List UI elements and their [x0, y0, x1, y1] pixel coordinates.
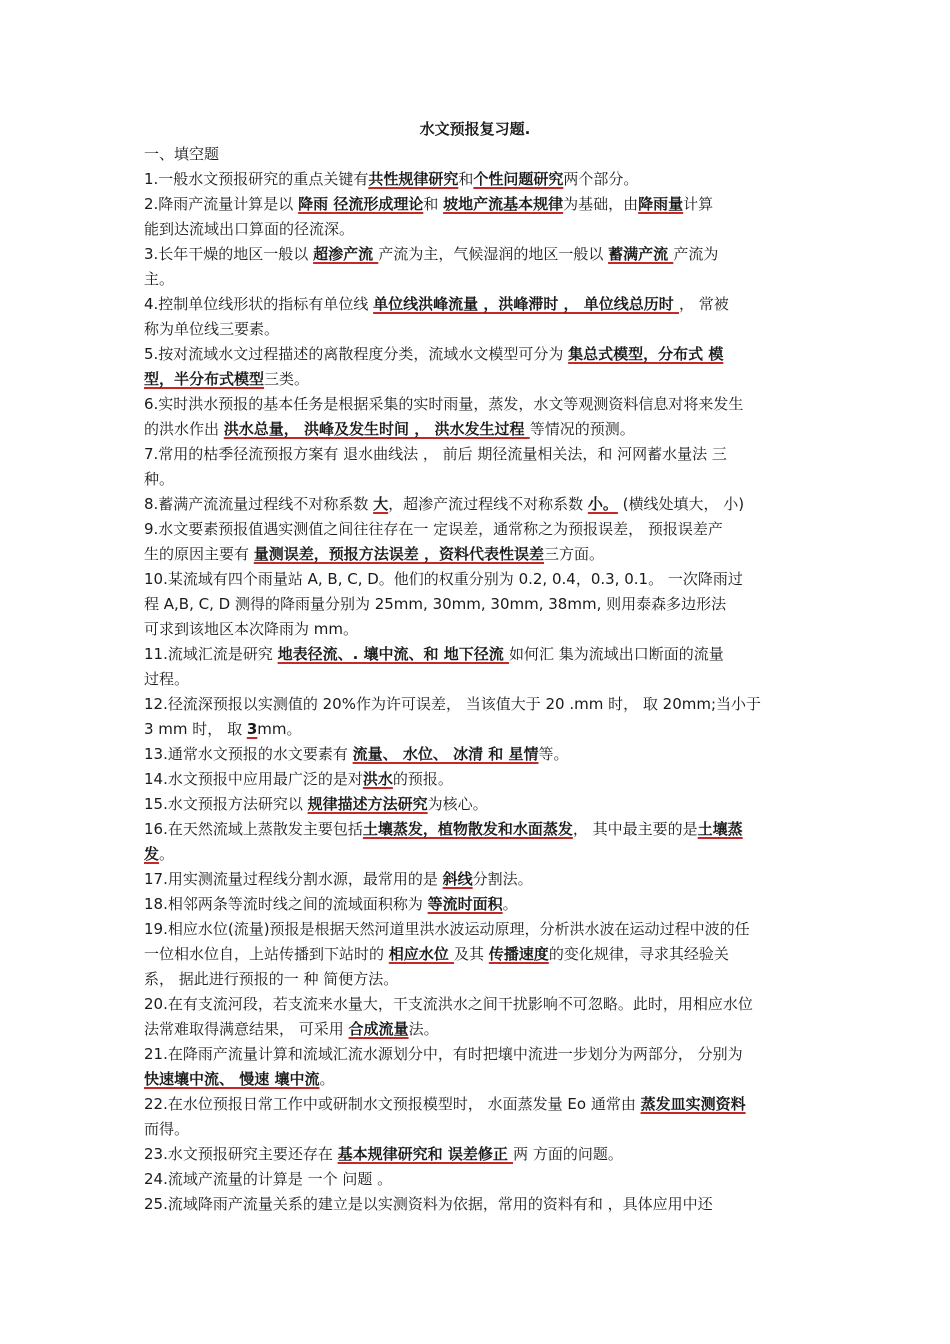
question-text: 为核心。	[427, 795, 488, 813]
question-text: 。	[319, 1070, 335, 1088]
text-line	[144, 367, 808, 392]
answer-text: 土壤蒸	[697, 820, 743, 838]
text-line	[144, 492, 808, 517]
question-text: 分割法。	[472, 870, 533, 888]
question-text: 12.径流深预报以实测值的 20%作为许可误差， 当该值大于 20 .mm 时， 取 20mm;当小于	[144, 695, 762, 713]
document-body	[144, 142, 808, 1217]
answer-text: 个性问题研究	[473, 170, 564, 188]
answer-text: 快速壤中流、 慢速 壤中流	[144, 1070, 320, 1088]
text-line	[144, 1142, 808, 1167]
question-text: 过程。	[144, 670, 190, 688]
text-line	[144, 742, 808, 767]
answer-text: 降雨量	[638, 195, 684, 213]
question-text: 20.在有支流河段，若支流来水量大，干支流洪水之间干扰影响不可忽略。此时，用相应水位	[144, 995, 753, 1013]
text-line	[144, 942, 808, 967]
text-line	[144, 417, 808, 442]
answer-text: 超渗产流	[313, 245, 379, 263]
question-text: 14.水文预报中应用最广泛的是对	[144, 770, 363, 788]
text-line	[144, 717, 808, 742]
question-text: 3.长年干燥的地区一般以	[144, 245, 314, 263]
question-text: 一、填空题	[144, 145, 220, 163]
text-line	[144, 1192, 808, 1217]
text-line	[144, 267, 808, 292]
question-text: 生的原因主要有	[144, 545, 254, 563]
text-line	[144, 167, 808, 192]
answer-text: 基本规律研究和 误差修正	[337, 1145, 514, 1163]
question-text: 24.流域产流量的计算是 一个 问题 。	[144, 1170, 393, 1188]
answer-text: 小。	[587, 495, 618, 513]
text-line	[144, 317, 808, 342]
question-text: 19.相应水位(流量)预报是根据天然河道里洪水波运动原理，分析洪水波在运动过程中波的任	[144, 920, 750, 938]
text-line	[144, 617, 808, 642]
question-text: 16.在天然流域上蒸散发主要包括	[144, 820, 363, 838]
text-line	[144, 867, 808, 892]
question-text: 。	[159, 845, 175, 863]
text-line	[144, 767, 808, 792]
question-text: 产流为主，气候湿润的地区一般以	[378, 245, 609, 263]
question-text: 一位相水位自，上站传播到下站时的	[144, 945, 389, 963]
answer-text: 降雨 径流形成理论	[298, 195, 424, 213]
question-text: 8.蓄满产流流量过程线不对称系数	[144, 495, 374, 513]
question-text: 及其	[454, 945, 489, 963]
question-text: 。	[502, 895, 518, 913]
text-line	[144, 1167, 808, 1192]
text-line	[144, 217, 808, 242]
text-line	[144, 892, 808, 917]
question-text: 等情况的预测。	[529, 420, 635, 438]
question-text: 可求到该地区本次降雨为 mm。	[144, 620, 358, 638]
question-text: mm。	[257, 720, 302, 738]
answer-text: 洪水总量， 洪峰及发生时间 ， 洪水发生过程	[223, 420, 530, 438]
answer-text: 蓄满产流	[608, 245, 674, 263]
document-title: 水文预报复习题.	[419, 120, 531, 138]
question-text: 25.流域降雨产流量关系的建立是以实测资料为依据，常用的资料有和 ，具体应用中还	[144, 1195, 713, 1213]
text-line	[144, 992, 808, 1017]
text-line	[144, 667, 808, 692]
question-text: 和	[458, 170, 474, 188]
answer-text: 坡地产流基本规律	[443, 195, 564, 213]
question-text: 7.常用的枯季径流预报方案有 退水曲线法 ， 前后 期径流量相关法，和 河网蓄水量法 三	[144, 445, 727, 463]
question-text: 法。	[408, 1020, 439, 1038]
question-text: 18.相邻两条等流时线之间的流域面积称为	[144, 895, 428, 913]
question-text: 6.实时洪水预报的基本任务是根据采集的实时雨量，蒸发，水文等观测资料信息对将来发生	[144, 395, 744, 413]
text-line	[144, 692, 808, 717]
text-line	[144, 192, 808, 217]
answer-text: 地表径流、. 壤中流、和 地下径流	[277, 645, 509, 663]
question-text: 法常难取得满意结果， 可采用	[144, 1020, 349, 1038]
question-text: 如何汇 集为流域出口断面的流量	[509, 645, 724, 663]
text-line	[144, 967, 808, 992]
answer-text: 大	[373, 495, 389, 513]
text-line	[144, 1067, 808, 1092]
question-text: 11.流域汇流是研究	[144, 645, 278, 663]
text-line	[144, 917, 808, 942]
question-text: 三类。	[264, 370, 310, 388]
question-text: 1.一般水文预报研究的重点关键有	[144, 170, 369, 188]
text-line	[144, 642, 808, 667]
answer-text: 合成流量	[348, 1020, 409, 1038]
answer-text: 土壤蒸发，植物散发和水面蒸发	[362, 820, 573, 838]
question-text: 系， 据此进行预报的一 种 简便方法。	[144, 970, 399, 988]
question-text: 等。	[538, 745, 569, 763]
question-text: 两个部分。	[563, 170, 639, 188]
question-text: ，超渗产流过程线不对称系数	[388, 495, 588, 513]
answer-text: 流量、 水位、 冰清 和 星情	[352, 745, 539, 763]
answer-text: 蒸发皿实测资料	[640, 1095, 746, 1113]
text-line	[144, 392, 808, 417]
question-text: 的洪水作出	[144, 420, 224, 438]
answer-text: 等流时面积	[427, 895, 503, 913]
answer-text: 洪水	[362, 770, 393, 788]
question-text: 程 A,B, C, D 测得的降雨量分别为 25mm, 30mm, 30mm, 38mm, 则用泰森多边形法	[144, 595, 727, 613]
answer-text: 发	[144, 845, 160, 863]
text-line	[144, 1017, 808, 1042]
text-line	[144, 242, 808, 267]
question-text: 的变化规律，寻求其经验关	[548, 945, 729, 963]
question-text: 和	[423, 195, 444, 213]
question-text: 3 mm 时， 取	[144, 720, 247, 738]
answer-text: 斜线	[442, 870, 473, 888]
question-text: 2.降雨产流量计算是以	[144, 195, 299, 213]
answer-text: 传播速度	[488, 945, 549, 963]
question-text: ， 其中最主要的是	[572, 820, 698, 838]
text-line	[144, 1042, 808, 1067]
question-text: 称为单位线三要素。	[144, 320, 280, 338]
text-line	[144, 1117, 808, 1142]
question-text: 22.在水位预报日常工作中或研制水文预报模型时， 水面蒸发量 Eo 通常由	[144, 1095, 641, 1113]
text-line	[144, 542, 808, 567]
answer-text: 型，半分布式模型	[144, 370, 265, 388]
question-text: 产流为	[673, 245, 719, 263]
question-text: 4.控制单位线形状的指标有单位线	[144, 295, 374, 313]
question-text: 三方面。	[544, 545, 605, 563]
answer-text: 集总式模型，分布式 模	[568, 345, 724, 363]
text-line	[144, 592, 808, 617]
question-text: 能到达流域出口算面的径流深。	[144, 220, 355, 238]
answer-text: 相应水位	[388, 945, 455, 963]
question-text: 23.水文预报研究主要还存在	[144, 1145, 338, 1163]
answer-text: 单位线洪峰流量 ，洪峰滞时 ， 单位线总历时	[373, 295, 679, 313]
question-text: 5.按对流域水文过程描述的离散程度分类，流域水文模型可分为	[144, 345, 569, 363]
text-line	[144, 467, 808, 492]
text-line	[144, 517, 808, 542]
question-text: (横线处填大， 小)	[617, 495, 745, 513]
text-line	[144, 842, 808, 867]
question-text: 15.水文预报方法研究以	[144, 795, 308, 813]
question-text: 计算	[683, 195, 714, 213]
text-line	[144, 1092, 808, 1117]
question-text: 9.水文要素预报值遇实测值之间往往存在一 定误差，通常称之为预报误差， 预报误差产	[144, 520, 723, 538]
text-line	[144, 567, 808, 592]
text-line	[144, 292, 808, 317]
question-text: 为基础，由	[563, 195, 639, 213]
answer-text: 共性规律研究	[368, 170, 459, 188]
question-text: 种。	[144, 470, 175, 488]
question-text: 10.某流域有四个雨量站 A, B, C, D。他们的权重分别为 0.2, 0.4，0.3, 0.1。 一次降雨过	[144, 570, 743, 588]
text-line	[144, 142, 808, 167]
question-text: 两 方面的问题。	[513, 1145, 623, 1163]
text-line	[144, 792, 808, 817]
question-text: 17.用实测流量过程线分割水源，最常用的是	[144, 870, 443, 888]
question-text: ， 常被	[679, 295, 729, 313]
question-text: 13.通常水文预报的水文要素有	[144, 745, 353, 763]
question-text: 21.在降雨产流量计算和流域汇流水源划分中，有时把壤中流进一步划分为两部分， 分别为	[144, 1045, 743, 1063]
question-text: 而得。	[144, 1120, 190, 1138]
text-line	[144, 817, 808, 842]
question-text: 的预报。	[392, 770, 453, 788]
answer-text: 3	[246, 720, 258, 738]
text-line	[144, 442, 808, 467]
text-line	[144, 342, 808, 367]
answer-text: 规律描述方法研究	[307, 795, 428, 813]
answer-text: 量测误差，预报方法误差 ，资料代表性误差	[253, 545, 545, 563]
question-text: 主。	[144, 270, 175, 288]
